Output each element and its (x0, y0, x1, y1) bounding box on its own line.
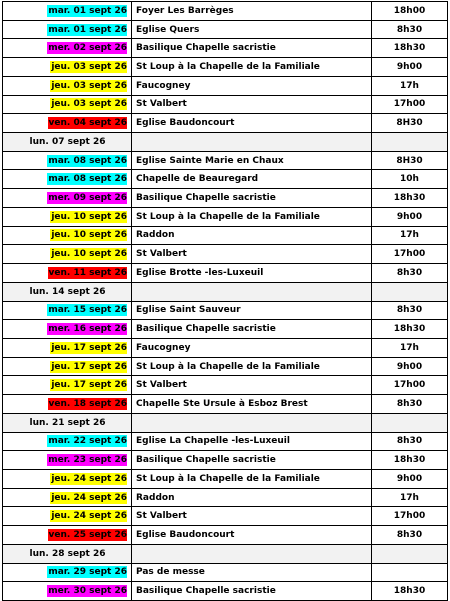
time-cell: 17h00 (372, 507, 448, 526)
time-cell: 8H30 (372, 151, 448, 170)
table-row (3, 507, 448, 526)
date-label: mer. 23 sept 26 (48, 455, 127, 466)
date-label: jeu. 24 sept 26 (51, 492, 127, 503)
table-row (3, 170, 448, 189)
date-label: jeu. 10 sept 26 (51, 249, 127, 260)
table-row (3, 395, 448, 414)
date-cell (3, 207, 132, 226)
date-label: lun. 07 sept 26 (29, 136, 106, 147)
gap-row (3, 544, 448, 563)
date-cell (3, 151, 132, 170)
place-cell: Chapelle Ste Ursule à Esboz Brest (132, 395, 372, 414)
date-label: jeu. 03 sept 26 (51, 62, 127, 73)
time-cell: 18h30 (372, 189, 448, 208)
time-cell: 8h30 (372, 395, 448, 414)
table-row (3, 39, 448, 58)
date-cell (3, 2, 132, 21)
gap-row (3, 133, 448, 152)
place-cell: Raddon (132, 488, 372, 507)
date-cell (3, 76, 132, 95)
date-label: jeu. 17 sept 26 (51, 342, 127, 353)
time-cell: 8H30 (372, 114, 448, 133)
date-cell (3, 39, 132, 58)
place-cell: Eglise Baudoncourt (132, 114, 372, 133)
date-cell (3, 245, 132, 264)
date-cell (3, 226, 132, 245)
date-cell (3, 451, 132, 470)
place-cell: Basilique Chapelle sacristie (132, 39, 372, 58)
table-row (3, 114, 448, 133)
time-cell: 8h30 (372, 301, 448, 320)
date-label: mar. 15 sept 26 (48, 305, 127, 316)
date-cell (3, 114, 132, 133)
table-row (3, 338, 448, 357)
table-row (3, 376, 448, 395)
mass-schedule-body (3, 2, 448, 601)
place-cell: St Loup à la Chapelle de la Familiale (132, 469, 372, 488)
date-cell (3, 264, 132, 283)
date-cell (3, 413, 132, 432)
date-label: mer. 02 sept 26 (48, 43, 127, 54)
table-row (3, 488, 448, 507)
date-cell (3, 432, 132, 451)
place-cell (132, 544, 372, 563)
date-label: mar. 08 sept 26 (48, 155, 127, 166)
gap-row (3, 282, 448, 301)
place-cell: St Loup à la Chapelle de la Familiale (132, 58, 372, 77)
table-row (3, 2, 448, 21)
date-cell (3, 357, 132, 376)
table-row (3, 582, 448, 601)
place-cell: Basilique Chapelle sacristie (132, 189, 372, 208)
date-cell (3, 563, 132, 582)
date-label: ven. 25 sept 26 (48, 529, 127, 540)
date-label: mer. 16 sept 26 (48, 324, 127, 335)
time-cell (372, 133, 448, 152)
date-cell (3, 526, 132, 545)
date-cell (3, 320, 132, 339)
time-cell (372, 282, 448, 301)
table-row (3, 207, 448, 226)
date-label: mar. 29 sept 26 (48, 567, 127, 578)
date-label: jeu. 17 sept 26 (51, 361, 127, 372)
date-label: mar. 08 sept 26 (48, 174, 127, 185)
table-row (3, 189, 448, 208)
date-label: jeu. 03 sept 26 (51, 80, 127, 91)
table-row (3, 264, 448, 283)
table-row (3, 563, 448, 582)
time-cell (372, 544, 448, 563)
date-cell (3, 95, 132, 114)
table-row (3, 469, 448, 488)
place-cell: St Valbert (132, 507, 372, 526)
date-cell (3, 189, 132, 208)
table-row (3, 451, 448, 470)
date-cell (3, 338, 132, 357)
place-cell: Pas de messe (132, 563, 372, 582)
table-row (3, 245, 448, 264)
time-cell: 17h00 (372, 376, 448, 395)
place-cell: St Valbert (132, 376, 372, 395)
time-cell (372, 413, 448, 432)
time-cell: 9h00 (372, 469, 448, 488)
place-cell: Foyer Les Barrèges (132, 2, 372, 21)
date-cell (3, 376, 132, 395)
time-cell: 8h30 (372, 264, 448, 283)
date-label: mer. 09 sept 26 (48, 193, 127, 204)
table-row (3, 95, 448, 114)
table-row (3, 226, 448, 245)
place-cell: Eglise Quers (132, 20, 372, 39)
time-cell: 17h (372, 76, 448, 95)
time-cell: 8h30 (372, 20, 448, 39)
time-cell: 18h30 (372, 39, 448, 58)
table-row (3, 432, 448, 451)
date-cell (3, 282, 132, 301)
place-cell: Chapelle de Beauregard (132, 170, 372, 189)
time-cell: 17h (372, 226, 448, 245)
place-cell: Faucogney (132, 338, 372, 357)
date-cell (3, 488, 132, 507)
table-row (3, 320, 448, 339)
date-cell (3, 507, 132, 526)
time-cell: 9h00 (372, 207, 448, 226)
date-cell (3, 582, 132, 601)
gap-row (3, 413, 448, 432)
date-cell (3, 544, 132, 563)
mass-schedule-table (2, 1, 448, 601)
table-row (3, 151, 448, 170)
time-cell: 18h00 (372, 2, 448, 21)
place-cell: Eglise Baudoncourt (132, 526, 372, 545)
table-row (3, 58, 448, 77)
place-cell: Eglise Brotte -les-Luxeuil (132, 264, 372, 283)
date-label: mer. 30 sept 26 (48, 586, 127, 597)
time-cell: 17h00 (372, 245, 448, 264)
date-label: jeu. 10 sept 26 (51, 211, 127, 222)
place-cell: Raddon (132, 226, 372, 245)
date-label: jeu. 10 sept 26 (51, 230, 127, 241)
table-row (3, 76, 448, 95)
date-label: lun. 28 sept 26 (29, 548, 106, 559)
time-cell: 18h30 (372, 582, 448, 601)
date-label: jeu. 03 sept 26 (51, 99, 127, 110)
place-cell: Basilique Chapelle sacristie (132, 582, 372, 601)
place-cell (132, 413, 372, 432)
date-label: lun. 21 sept 26 (29, 417, 106, 428)
date-label: mar. 01 sept 26 (48, 5, 127, 16)
place-cell: Basilique Chapelle sacristie (132, 451, 372, 470)
place-cell: Eglise La Chapelle -les-Luxeuil (132, 432, 372, 451)
table-row (3, 20, 448, 39)
date-cell (3, 170, 132, 189)
date-label: jeu. 17 sept 26 (51, 380, 127, 391)
place-cell (132, 282, 372, 301)
place-cell: Faucogney (132, 76, 372, 95)
time-cell: 10h (372, 170, 448, 189)
date-label: jeu. 24 sept 26 (51, 511, 127, 522)
place-cell (132, 133, 372, 152)
date-cell (3, 58, 132, 77)
time-cell: 8h30 (372, 432, 448, 451)
place-cell: St Loup à la Chapelle de la Familiale (132, 207, 372, 226)
date-label: ven. 18 sept 26 (48, 398, 127, 409)
place-cell: St Loup à la Chapelle de la Familiale (132, 357, 372, 376)
time-cell: 18h30 (372, 320, 448, 339)
table-row (3, 526, 448, 545)
place-cell: Eglise Sainte Marie en Chaux (132, 151, 372, 170)
place-cell: Eglise Saint Sauveur (132, 301, 372, 320)
time-cell (372, 563, 448, 582)
date-label: lun. 14 sept 26 (29, 286, 106, 297)
time-cell: 18h30 (372, 451, 448, 470)
date-cell (3, 133, 132, 152)
time-cell: 9h00 (372, 357, 448, 376)
table-row (3, 301, 448, 320)
date-label: mar. 22 sept 26 (48, 436, 127, 447)
date-cell (3, 395, 132, 414)
table-row (3, 357, 448, 376)
date-cell (3, 301, 132, 320)
date-cell (3, 20, 132, 39)
date-cell (3, 469, 132, 488)
date-label: ven. 04 sept 26 (48, 118, 127, 129)
place-cell: St Valbert (132, 95, 372, 114)
place-cell: St Valbert (132, 245, 372, 264)
time-cell: 17h (372, 488, 448, 507)
place-cell: Basilique Chapelle sacristie (132, 320, 372, 339)
date-label: ven. 11 sept 26 (48, 267, 127, 278)
time-cell: 9h00 (372, 58, 448, 77)
time-cell: 17h (372, 338, 448, 357)
time-cell: 8h30 (372, 526, 448, 545)
date-label: jeu. 24 sept 26 (51, 473, 127, 484)
time-cell: 17h00 (372, 95, 448, 114)
date-label: mar. 01 sept 26 (48, 24, 127, 35)
